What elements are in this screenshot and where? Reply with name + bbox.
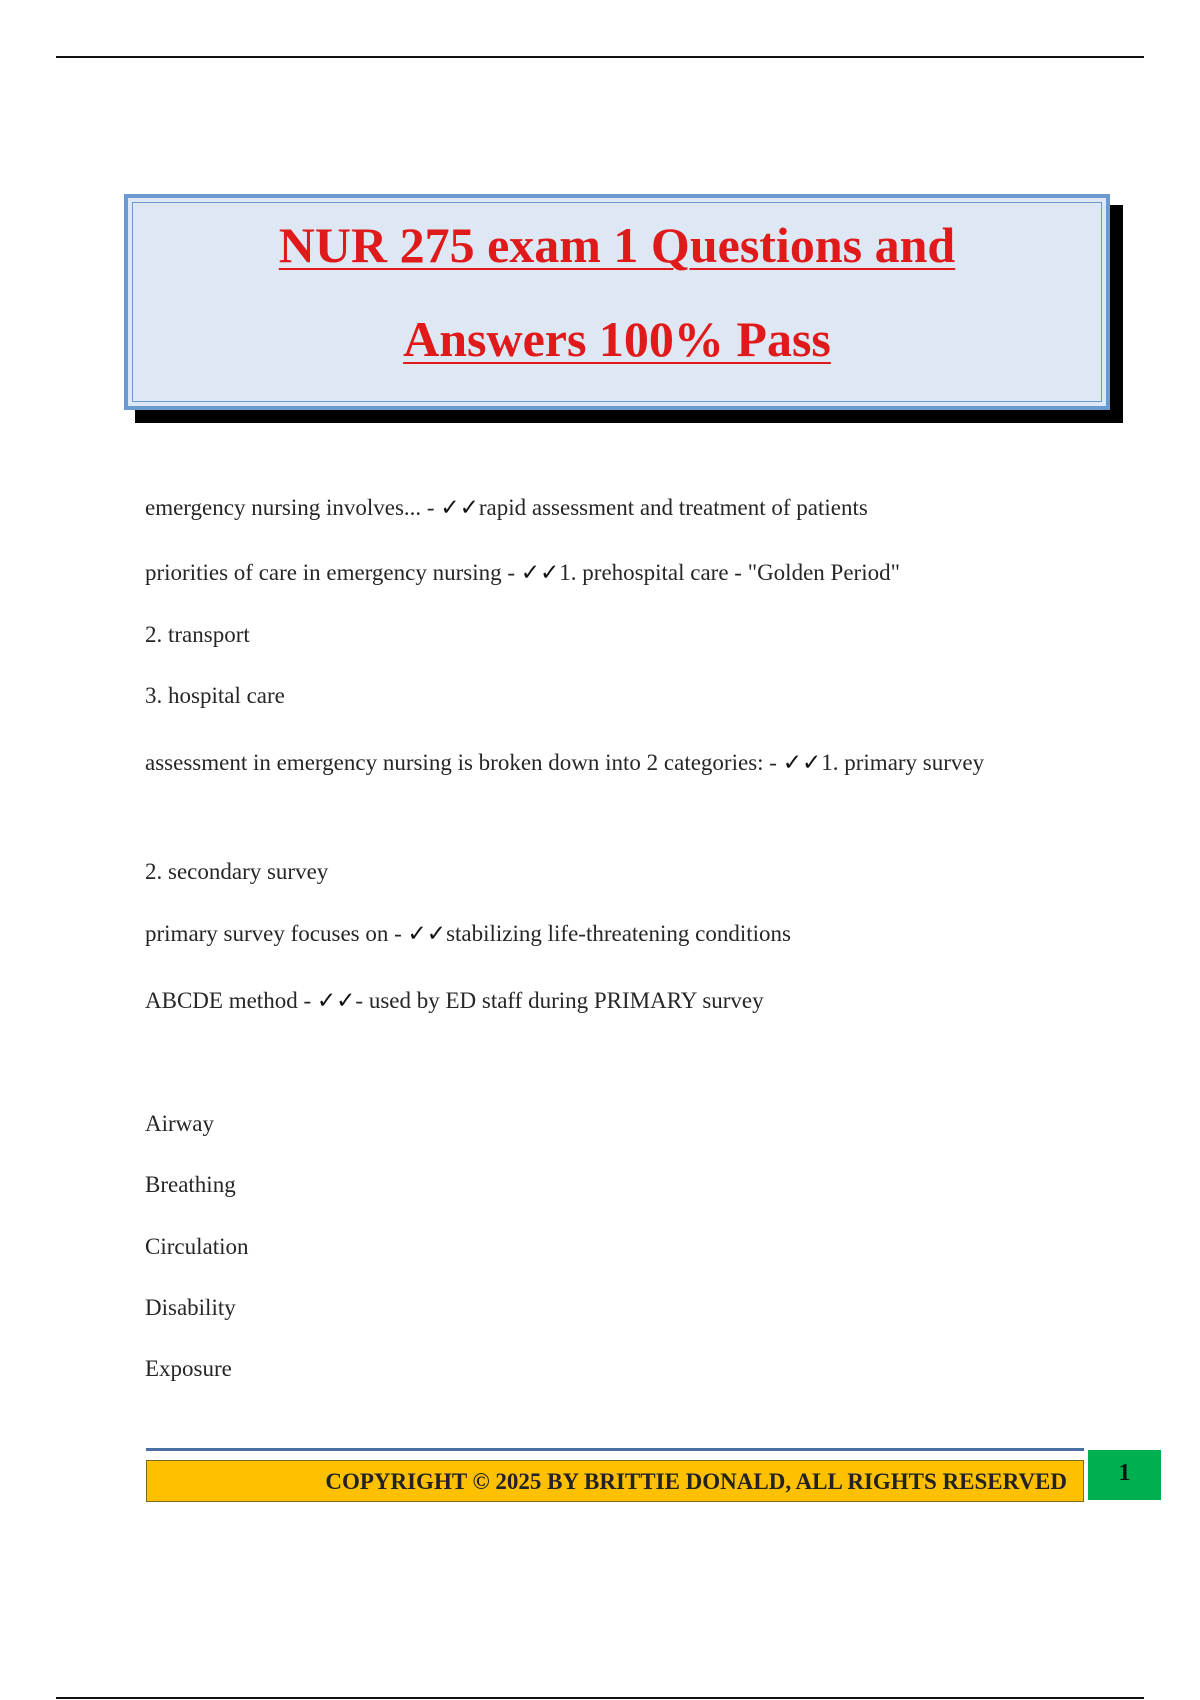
- question-text: ABCDE method -: [145, 988, 317, 1013]
- list-item: Breathing: [145, 1172, 236, 1197]
- qa-entry: [145, 740, 1045, 786]
- answer-text: rapid assessment and treatment of patients: [478, 495, 868, 520]
- document-title-line-2: Answers 100% Pass: [403, 311, 831, 367]
- double-check-icon: ✓✓: [407, 921, 447, 946]
- copyright-text: COPYRIGHT © 2025 BY BRITTIE DONALD, ALL RIGHTS RESERVED: [325, 1469, 1067, 1494]
- title-box: [124, 194, 1110, 410]
- list-item: Exposure: [145, 1356, 232, 1381]
- list-item: Disability: [145, 1295, 236, 1320]
- qa-entry: [145, 550, 1045, 596]
- qa-entry: [145, 978, 1045, 1024]
- double-check-icon: ✓✓: [440, 495, 479, 520]
- page-number: 1: [1118, 1460, 1131, 1486]
- footer-copyright-bar: [146, 1460, 1084, 1502]
- question-text: emergency nursing involves... -: [145, 495, 441, 520]
- question-text: priorities of care in emergency nursing -: [145, 560, 521, 585]
- double-check-icon: ✓✓: [316, 988, 356, 1013]
- page-number-box: [1088, 1450, 1161, 1500]
- top-rule: [56, 56, 1144, 58]
- answer-text: 1. prehospital care - "Golden Period": [559, 560, 900, 585]
- list-item: Airway: [145, 1111, 214, 1136]
- footer-rule: [146, 1448, 1084, 1451]
- answer-text: - used by ED staff during PRIMARY survey: [355, 988, 764, 1013]
- double-check-icon: ✓✓: [520, 560, 560, 585]
- question-text: primary survey focuses on -: [145, 921, 408, 946]
- document-title-line-1: NUR 275 exam 1 Questions and: [278, 217, 956, 273]
- answer-text: 1. primary survey: [821, 750, 985, 775]
- answer-line: 3. hospital care: [145, 683, 285, 708]
- answer-line: 2. transport: [145, 622, 250, 647]
- answer-line: 2. secondary survey: [145, 859, 329, 884]
- qa-entry: [145, 911, 1045, 957]
- bottom-rule: [56, 1697, 1144, 1699]
- question-text: assessment in emergency nursing is broken down into 2 categories: -: [145, 750, 783, 775]
- double-check-icon: ✓✓: [782, 750, 822, 775]
- list-item: Circulation: [145, 1234, 249, 1259]
- qa-entry: [145, 485, 1045, 531]
- answer-text: stabilizing life-threatening conditions: [446, 921, 791, 946]
